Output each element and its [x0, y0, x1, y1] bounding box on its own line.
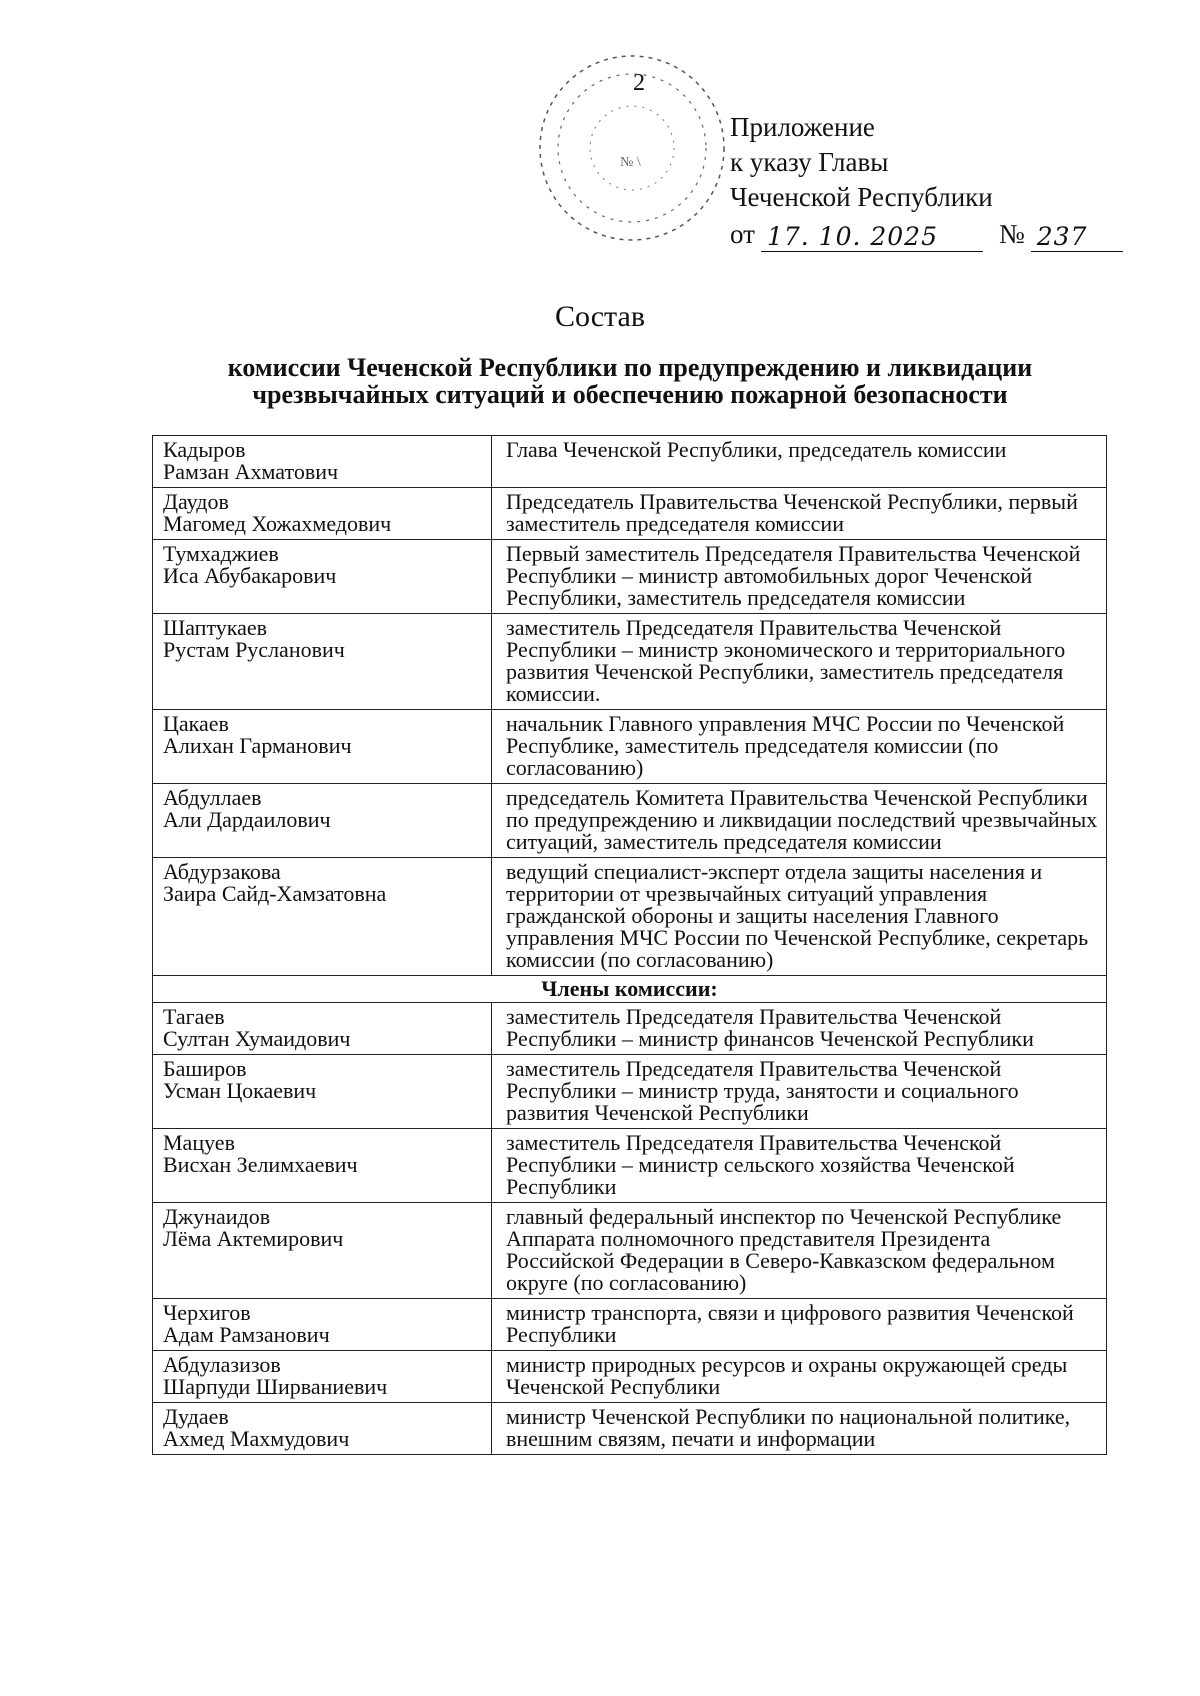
table-row [153, 1403, 1107, 1455]
member-name [153, 436, 492, 488]
member-role: ведущий специалист-эксперт отдела защиты населения и территории от чрезвычайных ситуаций управления гражданской обороны и защиты населения Главного управления МЧС России по Чеченской Республике, секретарь комиссии (по согласованию) [492, 858, 1107, 976]
member-role: начальник Главного управления МЧС России по Чеченской Республике, заместитель председателя комиссии (по согласованию) [492, 710, 1107, 784]
member-role: Первый заместитель Председателя Правительства Чеченской Республики – министр автомобильных дорог Чеченской Республики, заместитель председателя комиссии [492, 540, 1107, 614]
number-prefix: № [998, 219, 1025, 249]
member-name [153, 1203, 492, 1299]
member-role: министр транспорта, связи и цифрового развития Чеченской Республики [492, 1299, 1107, 1351]
document-title: Состав [554, 300, 646, 333]
appendix-decree: к указу Главы [730, 147, 889, 177]
member-role: заместитель Председателя Правительства Чеченской Республики – министр труда, занятости и социального развития Чеченской Республики [492, 1055, 1107, 1129]
member-given-name: Султан Хумаидович [163, 1026, 351, 1051]
member-given-name: Рамзан Ахматович [163, 459, 339, 484]
appendix-heading: Приложение [730, 112, 875, 142]
table-row [153, 710, 1107, 784]
table-row [153, 1055, 1107, 1129]
members-header: Члены комиссии: [153, 976, 1107, 1003]
table-row [153, 540, 1107, 614]
member-role: министр Чеченской Республики по национальной политике, внешним связям, печати и информации [492, 1403, 1107, 1455]
member-role: председатель Комитета Правительства Чеченской Республики по предупреждению и ликвидации последствий чрезвычайных ситуаций, заместитель председателя комиссии [492, 784, 1107, 858]
table-row [153, 784, 1107, 858]
member-surname: Мацуев [163, 1130, 235, 1155]
member-surname: Черхигов [163, 1300, 251, 1325]
member-role: министр природных ресурсов и охраны окружающей среды Чеченской Республики [492, 1351, 1107, 1403]
member-name [153, 858, 492, 976]
table-row [153, 488, 1107, 540]
member-name [153, 1299, 492, 1351]
date-prefix: от [730, 219, 755, 249]
member-name [153, 614, 492, 710]
member-surname: Баширов [163, 1056, 247, 1081]
table-row [153, 858, 1107, 976]
member-given-name: Иса Абубакарович [163, 563, 337, 588]
member-name [153, 1003, 492, 1055]
member-role: заместитель Председателя Правительства Чеченской Республики – министр финансов Чеченской Республики [492, 1003, 1107, 1055]
table-row [153, 1203, 1107, 1299]
table-row [153, 1299, 1107, 1351]
member-given-name: Ахмед Махмудович [163, 1426, 350, 1451]
member-given-name: Магомед Хожахмедович [163, 511, 392, 536]
decree-date: 17. 10. 2025 [761, 223, 983, 252]
member-name [153, 540, 492, 614]
member-name [153, 784, 492, 858]
member-name [153, 488, 492, 540]
member-rows [153, 1003, 1107, 1455]
table-row [153, 614, 1107, 710]
appendix-republic: Чеченской Республики [730, 182, 993, 212]
member-surname: Абдулазизов [163, 1352, 281, 1377]
member-surname: Шаптукаев [163, 615, 268, 640]
member-role: Глава Чеченской Республики, председатель комиссии [492, 436, 1107, 488]
member-role: заместитель Председателя Правительства Чеченской Республики – министр экономического и территориального развития Чеченской Республики, заместитель председателя комиссии. [492, 614, 1107, 710]
member-role: Председатель Правительства Чеченской Республики, первый заместитель председателя комиссии [492, 488, 1107, 540]
member-given-name: Алихан Гарманович [163, 733, 352, 758]
date-number-row [730, 217, 1123, 252]
member-surname: Тумхаджиев [163, 541, 279, 566]
member-given-name: Шарпуди Ширваниевич [163, 1374, 388, 1399]
document-subtitle: комиссии Чеченской Республики по предупреждению и ликвидации чрезвычайных ситуаций и обеспечению пожарной безопасности [227, 353, 1033, 409]
member-given-name: Лёма Актемирович [163, 1226, 344, 1251]
member-name [153, 710, 492, 784]
member-name [153, 1129, 492, 1203]
member-role: главный федеральный инспектор по Чеченской Республике Аппарата полномочного представителя Президента Российской Федерации в Северо-Кавказском федеральном округе (по согласованию) [492, 1203, 1107, 1299]
leadership-rows [153, 436, 1107, 976]
member-surname: Абдурзакова [163, 859, 281, 884]
member-name [153, 1055, 492, 1129]
table-row [153, 1003, 1107, 1055]
table-row [153, 1351, 1107, 1403]
member-surname: Тагаев [163, 1004, 225, 1029]
member-given-name: Адам Рамзанович [163, 1322, 330, 1347]
table-row [153, 1129, 1107, 1203]
member-surname: Джунаидов [163, 1204, 271, 1229]
member-role: заместитель Председателя Правительства Чеченской Республики – министр сельского хозяйства Чеченской Республики [492, 1129, 1107, 1203]
appendix-block [730, 110, 1123, 252]
member-surname: Цакаев [163, 711, 229, 736]
member-given-name: Рустам Русланович [163, 637, 345, 662]
member-name [153, 1351, 492, 1403]
member-name [153, 1403, 492, 1455]
decree-number: 237 [1031, 223, 1123, 252]
commission-table [152, 435, 1107, 1455]
member-given-name: Заира Сайд-Хамзатовна [163, 881, 387, 906]
member-given-name: Висхан Зелимхаевич [163, 1152, 358, 1177]
member-surname: Даудов [163, 489, 229, 514]
member-surname: Кадыров [163, 437, 246, 462]
official-seal [532, 48, 732, 248]
table-row [153, 436, 1107, 488]
seal-text: № \ [620, 155, 641, 170]
member-surname: Дудаев [163, 1404, 229, 1429]
member-given-name: Усман Цокаевич [163, 1078, 317, 1103]
page-number: 2 [633, 70, 645, 96]
member-given-name: Али Дардаилович [163, 807, 331, 832]
members-header-row [153, 976, 1107, 1003]
member-surname: Абдуллаев [163, 785, 262, 810]
